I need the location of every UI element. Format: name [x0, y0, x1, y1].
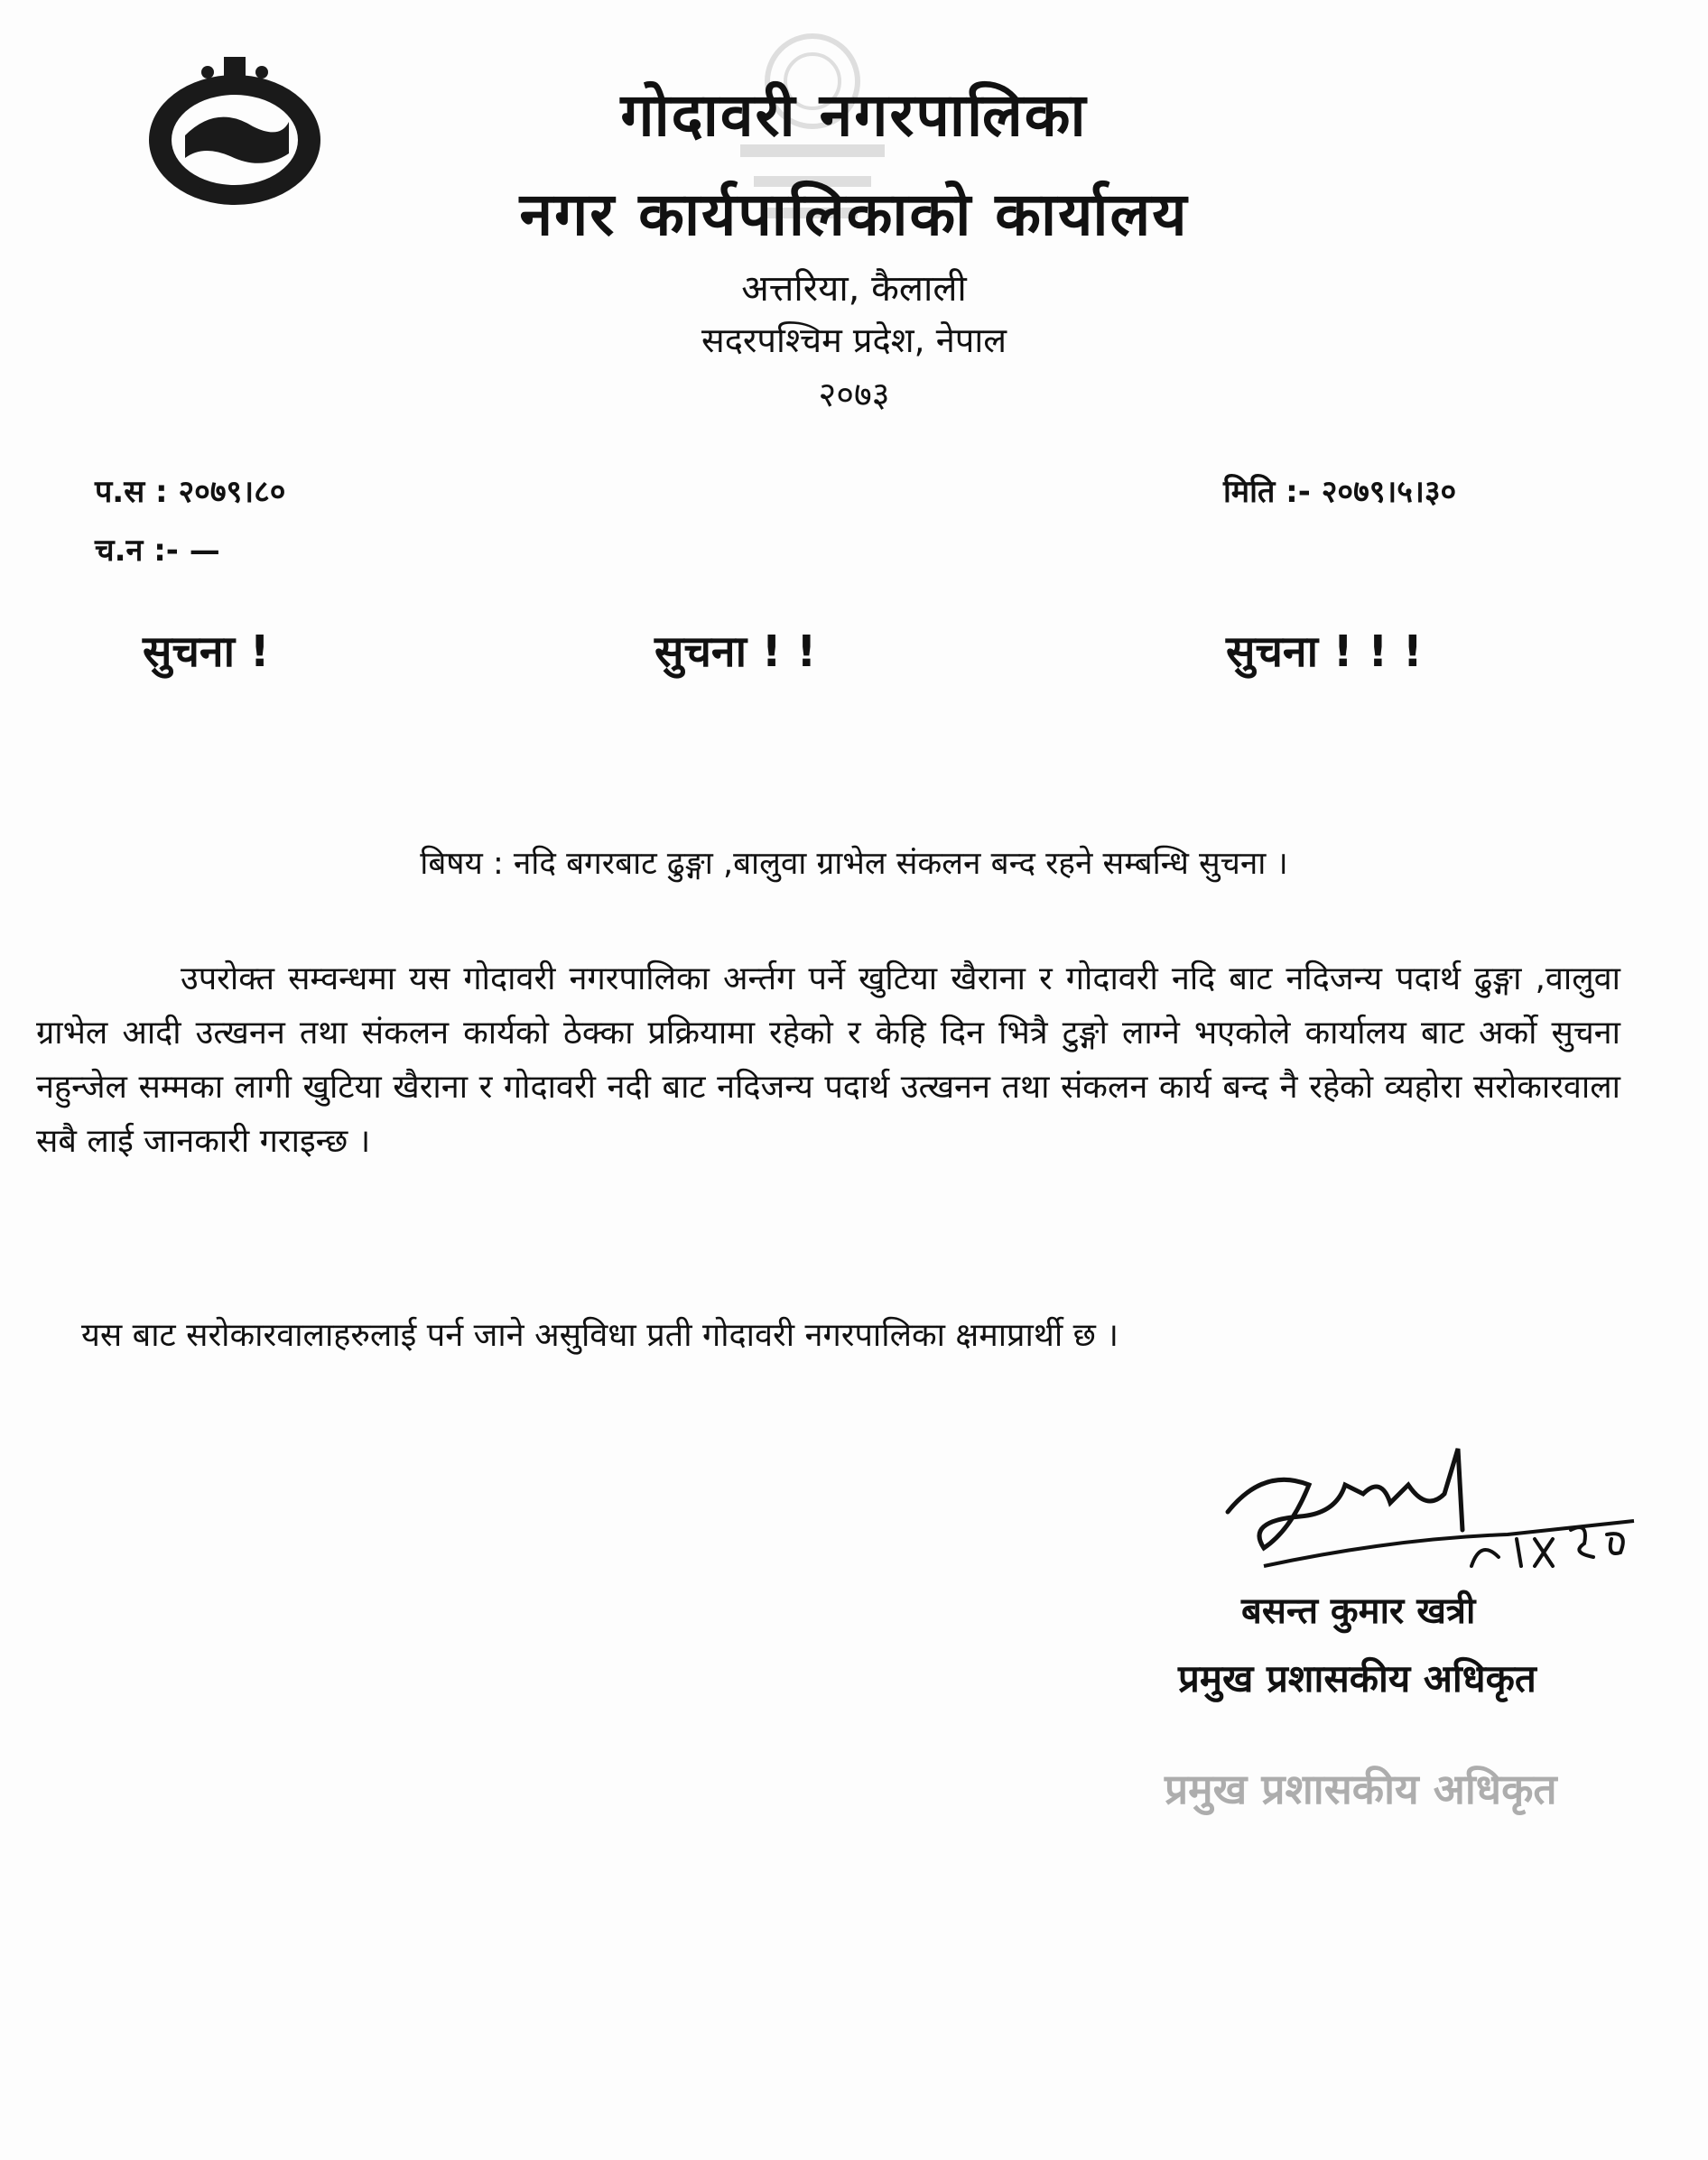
- notice-heading-1: सुचना !: [143, 626, 270, 677]
- reference-number: प.स : २०७९।८०: [95, 474, 286, 510]
- notice-heading-2: सुचना ! !: [654, 626, 817, 677]
- subject-line: बिषय : नदि बगरबाट ढुङ्गा ,बालुवा ग्राभेल संकलन बन्द रहने सम्बन्धि सुचना ।: [420, 846, 1288, 882]
- province-country: सदरपश्चिम प्रदेश, नेपाल: [701, 320, 1007, 360]
- signatory-name: बसन्त कुमार खत्री: [1241, 1590, 1476, 1632]
- official-stamp: प्रमुख प्रशासकीय अधिकृत: [1165, 1765, 1557, 1813]
- dispatch-number: च.न :- —: [95, 533, 220, 569]
- body-paragraph-1: उपरोक्त सम्वन्धमा यस गोदावरी नगरपालिका अर्न्तग पर्ने खुटिया खैराना र गोदावरी नदि बाट नदिजन्य पदार्थ ढुङ्गा ,वालुवा ग्राभेल आदी उत्खनन तथा संकलन कार्यको ठेक्का प्रक्रियामा रहेको र केहि दिन भित्रै टुङ्गो लाग्ने भएकोले कार्यालय बाट अर्को सुचना नहुन्जेल सम्मका लागी खुटिया खैराना र गोदावरी नदी बाट नदिजन्य पदार्थ उत्खनन तथा संकलन कार्य बन्द नै रहेको व्यहोरा सरोकारवाला सबै लाई जानकारी गराइन्छ ।: [36, 960, 1620, 1160]
- signatory-title: प्रमुख प्रशासकीय अधिकृत: [1178, 1656, 1536, 1701]
- notice-heading-3: सुचना ! ! !: [1226, 626, 1423, 677]
- body-paragraph-2: यस बाट सरोकारवालाहरुलाई पर्न जाने असुविधा प्रती गोदावरी नगरपालिका क्षमाप्रार्थी छ ।: [81, 1317, 1119, 1354]
- office-location: अत्तरिया, कैलाली: [741, 268, 967, 310]
- office-name: नगर कार्यपालिकाको कार्यालय: [519, 180, 1189, 249]
- established-year: २०७३: [818, 375, 890, 414]
- municipality-name: गोदावरी नगरपालिका: [620, 80, 1088, 150]
- letter-date: मिति :- २०७९।५।३०: [1223, 474, 1457, 510]
